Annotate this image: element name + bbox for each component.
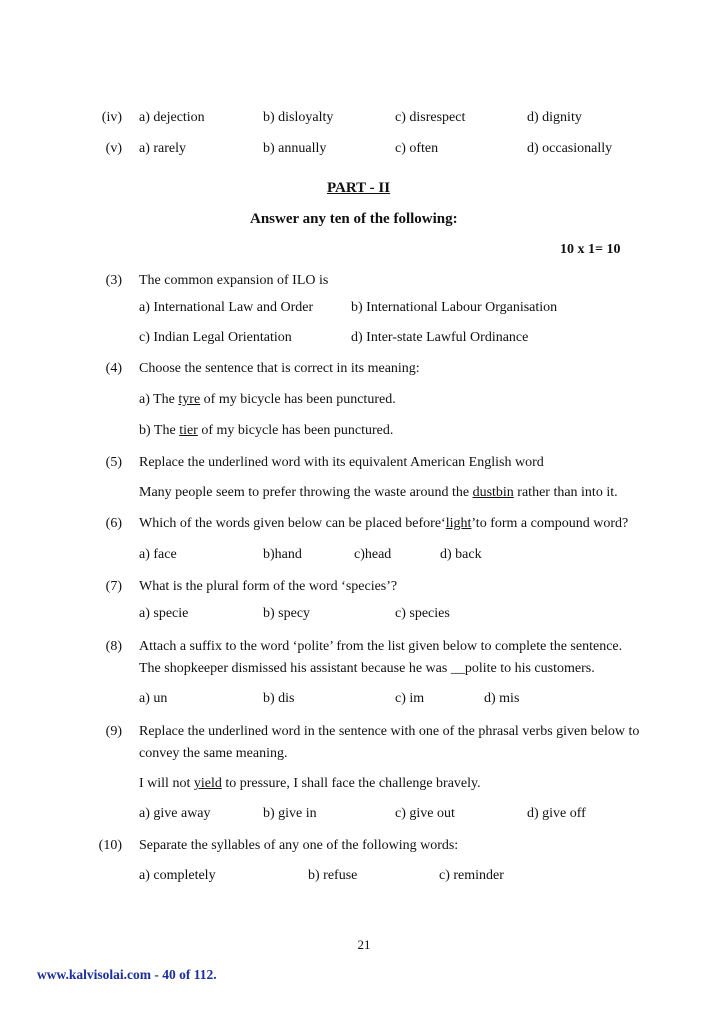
option-a: a) dejection: [139, 110, 205, 125]
question-number: (4): [105, 361, 122, 376]
question-text: Replace the underlined word with its equivalent American English word: [139, 455, 544, 470]
item-number-v: (v): [105, 141, 122, 156]
option-c: c) disrespect: [395, 110, 466, 125]
option-a: a) face: [139, 547, 177, 562]
option-b: b) dis: [263, 691, 295, 706]
question-number: (7): [105, 579, 122, 594]
underlined-word: dustbin: [472, 485, 514, 500]
option-d: d) dignity: [527, 110, 582, 125]
option-c: c) often: [395, 141, 439, 156]
underlined-word: light: [445, 516, 472, 531]
question-sentence: Many people seem to prefer throwing the waste around the dustbin rather than into it.: [139, 485, 618, 500]
option-b: b)hand: [263, 547, 302, 562]
page-number: 21: [357, 937, 371, 952]
underlined-word: tyre: [178, 392, 201, 407]
marks-scheme: 10 x 1= 10: [560, 242, 621, 257]
option-c: c) reminder: [439, 868, 504, 883]
option-b: b) International Labour Organisation: [351, 300, 558, 315]
option-a: a) rarely: [139, 141, 187, 156]
part-title: PART - II: [327, 180, 391, 196]
option-c: c) Indian Legal Orientation: [139, 330, 292, 345]
item-number-iv: (iv): [101, 110, 122, 125]
option-c: c) give out: [395, 806, 455, 821]
option-d: d) Inter-state Lawful Ordinance: [351, 330, 529, 345]
question-number: (8): [105, 639, 122, 654]
option-a: a) The tyre of my bicycle has been punctured.: [139, 392, 396, 407]
question-text: Separate the syllables of any one of the following words:: [139, 838, 459, 853]
question-number: (6): [105, 516, 122, 531]
underlined-word: tier: [179, 423, 198, 438]
option-d: d) mis: [484, 691, 520, 706]
option-b: b) annually: [263, 141, 327, 156]
option-b: b) disloyalty: [263, 110, 334, 125]
footer-source-link[interactable]: www.kalvisolai.com - 40 of 112.: [37, 967, 217, 982]
question-number: (5): [105, 455, 122, 470]
option-c: c)head: [354, 547, 392, 562]
option-d: d) back: [440, 547, 482, 562]
question-sentence: I will not yield to pressure, I shall face the challenge bravely.: [139, 776, 481, 791]
option-a: a) specie: [139, 606, 189, 621]
question-text: Choose the sentence that is correct in its meaning:: [139, 361, 420, 376]
option-d: d) give off: [527, 806, 586, 821]
option-c: c) im: [395, 691, 425, 706]
question-number: (3): [105, 273, 122, 288]
option-c: c) species: [395, 606, 450, 621]
option-a: a) completely: [139, 868, 216, 883]
option-a: a) un: [139, 691, 168, 706]
option-d: d) occasionally: [527, 141, 613, 156]
question-number: (10): [98, 838, 122, 853]
question-number: (9): [105, 724, 122, 739]
option-a: a) give away: [139, 806, 211, 821]
question-text: The common expansion of ILO is: [139, 273, 329, 288]
question-text: Which of the words given below can be placed before‘light’to form a compound word?: [139, 516, 629, 531]
option-b: b) give in: [263, 806, 317, 821]
option-a: a) International Law and Order: [139, 300, 314, 315]
option-b: b) The tier of my bicycle has been punctured.: [139, 423, 394, 438]
question-text: What is the plural form of the word ‘species’?: [139, 579, 398, 594]
question-text-continued: convey the same meaning.: [139, 746, 288, 761]
underlined-word: yield: [193, 776, 222, 791]
option-b: b) refuse: [308, 868, 358, 883]
part-instruction: Answer any ten of the following:: [250, 211, 458, 227]
option-b: b) specy: [263, 606, 311, 621]
question-sentence: The shopkeeper dismissed his assistant because he was __polite to his customers.: [139, 661, 595, 676]
question-text: Replace the underlined word in the sentence with one of the phrasal verbs given below to: [139, 724, 640, 739]
question-text: Attach a suffix to the word ‘polite’ from the list given below to complete the sentence.: [139, 639, 623, 654]
